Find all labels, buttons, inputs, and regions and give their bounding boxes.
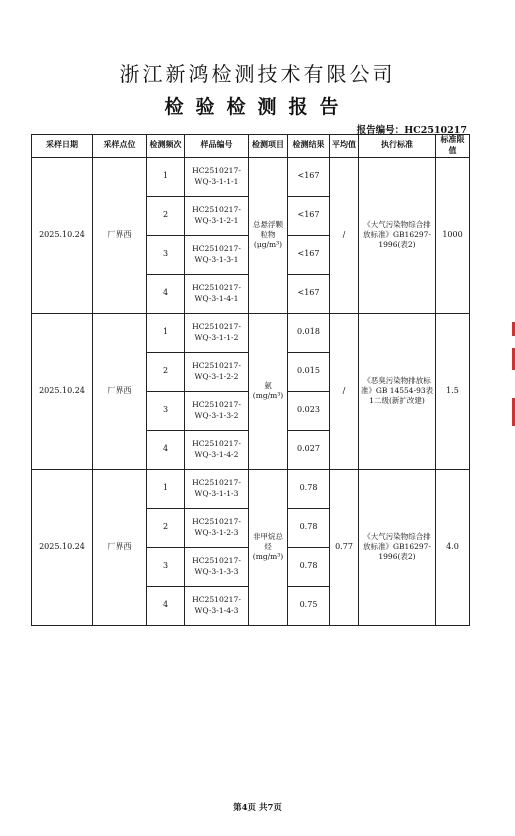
standard-reference: 《大气污染物综合排放标准》GB16297-1996(表2)	[359, 469, 436, 625]
standard-limit: 1.5	[436, 313, 470, 469]
column-header: 检测项目	[249, 135, 288, 158]
sampling-location: 厂界西	[93, 313, 147, 469]
sample-id: HC2510217-WQ-3-1-3-1	[185, 235, 249, 274]
sampling-date: 2025.10.24	[32, 313, 93, 469]
test-item-unit: (μg/m³)	[253, 240, 283, 250]
page-number: 第4页 共7页	[233, 803, 282, 813]
table-row	[32, 313, 470, 352]
test-frequency: 2	[147, 196, 185, 235]
test-frequency: 3	[147, 547, 185, 586]
column-header: 样品编号	[185, 135, 249, 158]
average-value: /	[330, 157, 359, 313]
sample-id: HC2510217-WQ-3-1-1-3	[185, 469, 249, 508]
company-name: 浙江新鸿检测技术有限公司	[119, 62, 396, 86]
average-value: 0.77	[330, 469, 359, 625]
test-result: 0.78	[288, 508, 330, 547]
sample-id: HC2510217-WQ-3-1-4-1	[185, 274, 249, 313]
sample-id: HC2510217-WQ-3-1-3-2	[185, 391, 249, 430]
column-header: 采样点位	[93, 135, 147, 158]
average-value: /	[330, 313, 359, 469]
table-row	[32, 469, 470, 508]
report-number-label: 报告编号：	[356, 125, 405, 136]
sample-id: HC2510217-WQ-3-1-2-2	[185, 352, 249, 391]
standard-limit: 1000	[436, 157, 470, 313]
test-frequency: 2	[147, 352, 185, 391]
test-result: 0.78	[288, 547, 330, 586]
table-header-row	[32, 135, 470, 158]
sample-id: HC2510217-WQ-3-1-1-1	[185, 157, 249, 196]
standard-limit: 4.0	[436, 469, 470, 625]
test-result: 0.75	[288, 586, 330, 625]
sample-id: HC2510217-WQ-3-1-3-3	[185, 547, 249, 586]
test-frequency: 4	[147, 586, 185, 625]
column-header: 平均值	[330, 135, 359, 158]
test-item	[249, 157, 288, 313]
table-row	[32, 157, 470, 196]
standard-reference: 《大气污染物综合排放标准》GB16297-1996(表2)	[359, 157, 436, 313]
test-frequency: 3	[147, 235, 185, 274]
report-number-value: HC2510217	[404, 125, 467, 136]
test-item-unit: (mg/m³)	[252, 552, 284, 562]
test-item-name: 总悬浮颗粒物	[253, 219, 283, 240]
test-frequency: 1	[147, 469, 185, 508]
sample-id: HC2510217-WQ-3-1-1-2	[185, 313, 249, 352]
test-result: 0.027	[288, 430, 330, 469]
test-item-unit: (mg/m³)	[252, 391, 284, 401]
sampling-date: 2025.10.24	[32, 469, 93, 625]
sampling-date: 2025.10.24	[32, 157, 93, 313]
test-frequency: 4	[147, 274, 185, 313]
test-result: 0.023	[288, 391, 330, 430]
column-header: 执行标准	[359, 135, 436, 158]
test-frequency: 4	[147, 430, 185, 469]
test-result: <167	[288, 196, 330, 235]
sample-id: HC2510217-WQ-3-1-4-2	[185, 430, 249, 469]
sample-id: HC2510217-WQ-3-1-4-3	[185, 586, 249, 625]
standard-reference: 《恶臭污染物排放标准》GB 14554-93表1二级(新扩改建)	[359, 313, 436, 469]
test-frequency: 1	[147, 313, 185, 352]
column-header: 检测频次	[147, 135, 185, 158]
test-result: <167	[288, 157, 330, 196]
results-table	[31, 134, 470, 626]
test-item-name: 氨	[264, 380, 272, 390]
test-result: <167	[288, 274, 330, 313]
test-item	[249, 469, 288, 625]
sampling-location: 厂界西	[93, 157, 147, 313]
table-body	[32, 157, 470, 625]
column-header: 标准限值	[436, 135, 470, 158]
test-result: 0.015	[288, 352, 330, 391]
test-result: 0.78	[288, 469, 330, 508]
test-item	[249, 313, 288, 469]
test-result: <167	[288, 235, 330, 274]
sample-id: HC2510217-WQ-3-1-2-3	[185, 508, 249, 547]
test-frequency: 1	[147, 157, 185, 196]
test-frequency: 3	[147, 391, 185, 430]
report-title: 检验检测报告	[164, 96, 351, 118]
test-item-name: 非甲烷总烃	[253, 531, 283, 552]
column-header: 检测结果	[288, 135, 330, 158]
sampling-location: 厂界西	[93, 469, 147, 625]
column-header: 采样日期	[32, 135, 93, 158]
test-frequency: 2	[147, 508, 185, 547]
sample-id: HC2510217-WQ-3-1-2-1	[185, 196, 249, 235]
test-result: 0.018	[288, 313, 330, 352]
